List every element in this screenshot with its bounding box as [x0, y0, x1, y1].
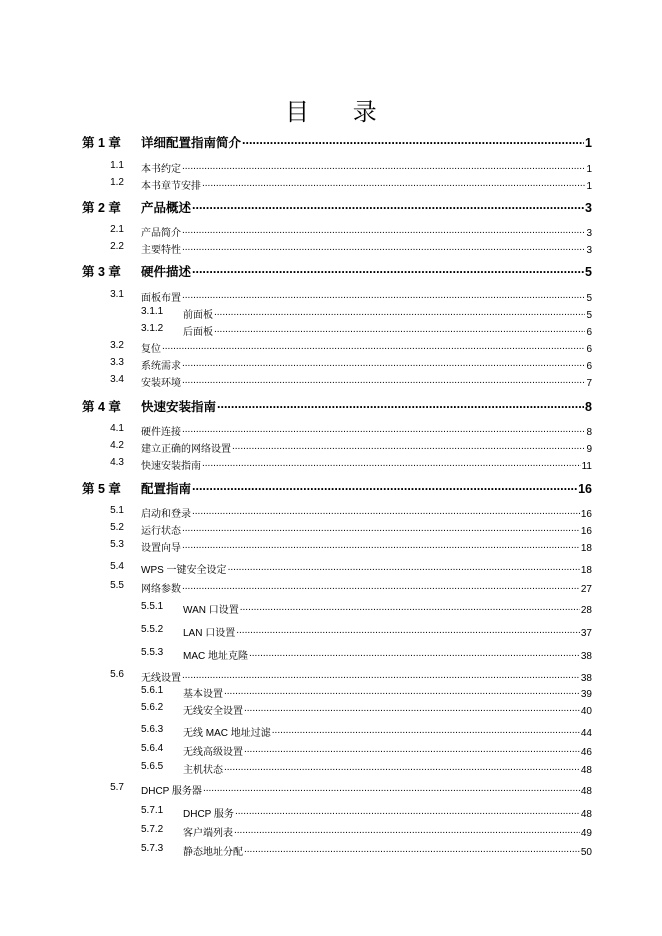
toc-section-row[interactable] [0, 580, 662, 596]
toc-entry-leader [183, 685, 592, 700]
dot-leader [182, 425, 585, 435]
toc-entry-title: 快速安装指南 [141, 400, 217, 414]
toc-entry-leader [141, 522, 592, 537]
toc-entry-leader [183, 601, 592, 616]
toc-entry-title: 启动和登录 [141, 509, 191, 520]
toc-entry-number: 5.6 [110, 669, 124, 680]
toc-subsection-row[interactable] [0, 805, 662, 821]
toc-entry-leader [141, 241, 592, 256]
dot-leader [234, 826, 580, 836]
toc-section-row[interactable] [0, 224, 662, 240]
toc-entry-page: 5 [586, 310, 592, 321]
dot-leader [182, 226, 585, 236]
toc-entry-leader [141, 782, 592, 797]
toc-entry-leader [183, 761, 592, 776]
dot-leader [214, 325, 585, 335]
toc-entry-title: 后面板 [183, 327, 213, 338]
toc-entry-page: 38 [580, 673, 592, 684]
toc-entry-number: 5.6.5 [141, 761, 164, 772]
toc-subsection-row[interactable] [0, 761, 662, 777]
toc-entry-page: 11 [581, 461, 592, 472]
dot-leader [192, 507, 580, 517]
toc-subsection-row[interactable] [0, 647, 662, 663]
toc-entry-title: 系统需求 [141, 361, 181, 372]
toc-entry-page: 40 [580, 706, 592, 717]
toc-chapter-row[interactable] [0, 479, 662, 495]
toc-entry-leader [183, 843, 592, 858]
dot-leader [272, 726, 580, 736]
dot-leader [224, 687, 580, 697]
toc-entry-number: 5.6.4 [141, 743, 164, 754]
toc-entry-leader [183, 702, 592, 717]
dot-leader [217, 399, 584, 412]
toc-entry-number: 第 4 章 [82, 400, 121, 414]
toc-subsection-row[interactable] [0, 685, 662, 701]
toc-entry-number: 第 5 章 [82, 482, 121, 496]
toc-entry-page: 1 [586, 164, 592, 175]
toc-entry-page: 16 [580, 509, 592, 520]
toc-entry-number: 3.1.2 [141, 323, 164, 334]
toc-entry-title: 复位 [141, 344, 161, 355]
toc-entry-number: 5.3 [110, 539, 124, 550]
toc-entry-title: 设置向导 [141, 543, 181, 554]
dot-leader [249, 649, 580, 659]
toc-entry-leader [141, 198, 592, 216]
toc-entry-page: 18 [580, 565, 592, 576]
toc-entry-number: 5.6.3 [141, 724, 164, 735]
toc-entry-number: 5.7.1 [141, 805, 164, 816]
toc-chapter-row[interactable] [0, 198, 662, 214]
toc-entry-number: 4.2 [110, 440, 124, 451]
toc-entry-title: 主要特性 [141, 245, 181, 256]
dot-leader [182, 359, 585, 369]
toc-entry-number: 5.5 [110, 580, 124, 591]
toc-section-row[interactable] [0, 340, 662, 356]
toc-entry-leader [141, 479, 592, 497]
toc-entry-page: 3 [586, 228, 592, 239]
toc-entry-title: 建立正确的网络设置 [141, 444, 231, 455]
toc-entry-page: 49 [580, 828, 592, 839]
toc-entry-leader [141, 397, 592, 415]
toc-entry-title: 快速安装指南 [141, 461, 201, 472]
toc-entry-title: MAC 地址克隆 [183, 651, 248, 662]
toc-entry-page: 3 [585, 201, 592, 215]
toc-entry-title: 基本设置 [183, 689, 223, 700]
toc-entry-number: 5.7.2 [141, 824, 164, 835]
toc-entry-number: 5.1 [110, 505, 124, 516]
toc-subsection-row[interactable] [0, 306, 662, 322]
toc-section-row[interactable] [0, 357, 662, 373]
toc-entry-leader [141, 224, 592, 239]
toc-entry-page: 44 [580, 728, 592, 739]
toc-entry-title: 网络参数 [141, 584, 181, 595]
dot-leader [182, 162, 585, 172]
dot-leader [182, 291, 585, 301]
toc-section-row[interactable] [0, 782, 662, 798]
toc-entry-page: 1 [585, 136, 592, 150]
toc-chapter-row[interactable] [0, 133, 662, 149]
toc-entry-title: 产品概述 [141, 201, 192, 215]
dot-leader [192, 481, 577, 494]
toc-entry-number: 2.2 [110, 241, 124, 252]
toc-entry-number: 5.7 [110, 782, 124, 793]
toc-entry-page: 48 [580, 786, 592, 797]
toc-entry-page: 5 [585, 265, 592, 279]
toc-entry-number: 第 2 章 [82, 201, 121, 215]
toc-entry-title: 硬件连接 [141, 427, 181, 438]
toc-entry-page: 28 [580, 605, 592, 616]
toc-entry-leader [141, 539, 592, 554]
toc-entry-page: 8 [585, 400, 592, 414]
toc-entry-title: 硬件描述 [141, 265, 192, 279]
toc-entry-number: 5.5.2 [141, 624, 164, 635]
toc-entry-title: 前面板 [183, 310, 213, 321]
toc-entry-number: 5.6.2 [141, 702, 164, 713]
toc-subsection-row[interactable] [0, 624, 662, 640]
dot-leader [224, 763, 580, 773]
toc-entry-number: 5.6.1 [141, 685, 164, 696]
toc-entry-number: 3.4 [110, 374, 124, 385]
toc-entry-leader [141, 580, 592, 595]
toc-entry-title: 无线设置 [141, 673, 181, 684]
toc-subsection-row[interactable] [0, 323, 662, 339]
toc-entry-page: 6 [586, 361, 592, 372]
toc-section-row[interactable] [0, 561, 662, 577]
toc-section-row[interactable] [0, 539, 662, 555]
toc-entry-number: 5.7.3 [141, 843, 164, 854]
dot-leader [242, 135, 584, 148]
dot-leader [202, 459, 581, 469]
toc-entry-number: 3.3 [110, 357, 124, 368]
toc-entry-title: WPS 一键安全设定 [141, 565, 227, 576]
toc-entry-page: 6 [586, 344, 592, 355]
toc-entry-leader [183, 805, 592, 820]
toc-entry-leader [141, 340, 592, 355]
toc-section-row[interactable] [0, 457, 662, 473]
dot-leader [192, 200, 584, 213]
toc-entry-leader [141, 357, 592, 372]
toc-section-row[interactable] [0, 505, 662, 521]
toc-entry-number: 2.1 [110, 224, 124, 235]
toc-entry-page: 27 [580, 584, 592, 595]
toc-entry-leader [141, 160, 592, 175]
toc-chapter-row[interactable] [0, 262, 662, 278]
toc-subsection-row[interactable] [0, 724, 662, 740]
toc-entry-title: 本书约定 [141, 164, 181, 175]
toc-subsection-row[interactable] [0, 843, 662, 859]
toc-entry-page: 7 [586, 378, 592, 389]
toc-entry-leader [141, 374, 592, 389]
toc-entry-title: DHCP 服务器 [141, 786, 202, 797]
toc-entry-page: 50 [580, 847, 592, 858]
toc-title: 目 录 [285, 98, 395, 126]
toc-entry-number: 5.4 [110, 561, 124, 572]
toc-entry-leader [141, 289, 592, 304]
toc-section-row[interactable] [0, 522, 662, 538]
dot-leader [182, 671, 580, 681]
toc-entry-title: WAN 口设置 [183, 605, 239, 616]
toc-entry-title: 主机状态 [183, 765, 223, 776]
toc-entry-leader [183, 724, 592, 739]
dot-leader [244, 845, 580, 855]
toc-entry-page: 16 [580, 526, 592, 537]
toc-entry-page: 48 [580, 809, 592, 820]
dot-leader [182, 243, 585, 253]
toc-entry-leader [183, 743, 592, 758]
toc-entry-leader [141, 133, 592, 151]
toc-entry-title: 配置指南 [141, 482, 192, 496]
dot-leader [182, 541, 580, 551]
dot-leader [162, 342, 585, 352]
dot-leader [203, 784, 580, 794]
toc-entry-page: 3 [586, 245, 592, 256]
toc-entry-page: 18 [580, 543, 592, 554]
toc-chapter-row[interactable] [0, 397, 662, 413]
toc-entry-page: 39 [580, 689, 592, 700]
toc-entry-page: 38 [580, 651, 592, 662]
toc-entry-number: 3.1 [110, 289, 124, 300]
toc-entry-title: 详细配置指南简介 [141, 136, 242, 150]
toc-entry-leader [141, 457, 592, 472]
toc-subsection-row[interactable] [0, 601, 662, 617]
toc-entry-leader [141, 177, 592, 192]
toc-entry-number: 5.5.3 [141, 647, 164, 658]
dot-leader [244, 745, 580, 755]
toc-entry-number: 3.2 [110, 340, 124, 351]
toc-entry-title: DHCP 服务 [183, 809, 234, 820]
toc-entry-page: 9 [586, 444, 592, 455]
toc-entry-leader [183, 824, 592, 839]
toc-entry-leader [183, 323, 592, 338]
toc-entry-title: 产品简介 [141, 228, 181, 239]
toc-entry-title: 无线安全设置 [183, 706, 243, 717]
dot-leader [244, 704, 580, 714]
dot-leader [214, 308, 585, 318]
toc-entry-number: 4.1 [110, 423, 124, 434]
toc-entry-leader [141, 440, 592, 455]
toc-entry-number: 4.3 [110, 457, 124, 468]
toc-entry-title: 安装环境 [141, 378, 181, 389]
toc-section-row[interactable] [0, 160, 662, 176]
dot-leader [182, 582, 580, 592]
toc-entry-leader [141, 669, 592, 684]
toc-section-row[interactable] [0, 440, 662, 456]
dot-leader [240, 603, 580, 613]
toc-section-row[interactable] [0, 374, 662, 390]
toc-entry-number: 5.5.1 [141, 601, 164, 612]
dot-leader [235, 807, 580, 817]
dot-leader [192, 264, 584, 277]
toc-entry-page: 8 [586, 427, 592, 438]
toc-subsection-row[interactable] [0, 743, 662, 759]
toc-entry-leader [141, 262, 592, 280]
toc-entry-title: 本书章节安排 [141, 181, 201, 192]
toc-section-row[interactable] [0, 289, 662, 305]
toc-entry-leader [183, 306, 592, 321]
toc-entry-page: 5 [586, 293, 592, 304]
toc-entry-leader [183, 624, 592, 639]
toc-subsection-row[interactable] [0, 824, 662, 840]
toc-entry-title: 面板布置 [141, 293, 181, 304]
toc-entry-title: 静态地址分配 [183, 847, 243, 858]
toc-entry-leader [141, 505, 592, 520]
dot-leader [182, 376, 585, 386]
toc-subsection-row[interactable] [0, 702, 662, 718]
toc-entry-title: 客户端列表 [183, 828, 233, 839]
toc-entry-title: 无线 MAC 地址过滤 [183, 728, 271, 739]
toc-section-row[interactable] [0, 241, 662, 257]
toc-section-row[interactable] [0, 177, 662, 193]
toc-section-row[interactable] [0, 669, 662, 685]
toc-entry-title: LAN 口设置 [183, 628, 236, 639]
toc-entry-number: 5.2 [110, 522, 124, 533]
toc-entry-title: 无线高级设置 [183, 747, 243, 758]
toc-entry-page: 37 [580, 628, 592, 639]
toc-entry-page: 46 [580, 747, 592, 758]
toc-entry-number: 第 1 章 [82, 136, 121, 150]
toc-entry-page: 6 [586, 327, 592, 338]
dot-leader [236, 626, 580, 636]
toc-entry-number: 1.2 [110, 177, 124, 188]
toc-entry-page: 48 [580, 765, 592, 776]
toc-entry-number: 1.1 [110, 160, 124, 171]
dot-leader [232, 442, 585, 452]
toc-entry-leader [141, 423, 592, 438]
toc-entry-page: 16 [578, 482, 592, 496]
dot-leader [182, 524, 580, 534]
toc-entry-leader [183, 647, 592, 662]
toc-entry-title: 运行状态 [141, 526, 181, 537]
toc-entry-number: 3.1.1 [141, 306, 164, 317]
dot-leader [228, 563, 580, 573]
toc-entry-number: 第 3 章 [82, 265, 121, 279]
toc-entry-leader [141, 561, 592, 576]
toc-entry-page: 1 [586, 181, 592, 192]
dot-leader [202, 179, 585, 189]
toc-section-row[interactable] [0, 423, 662, 439]
